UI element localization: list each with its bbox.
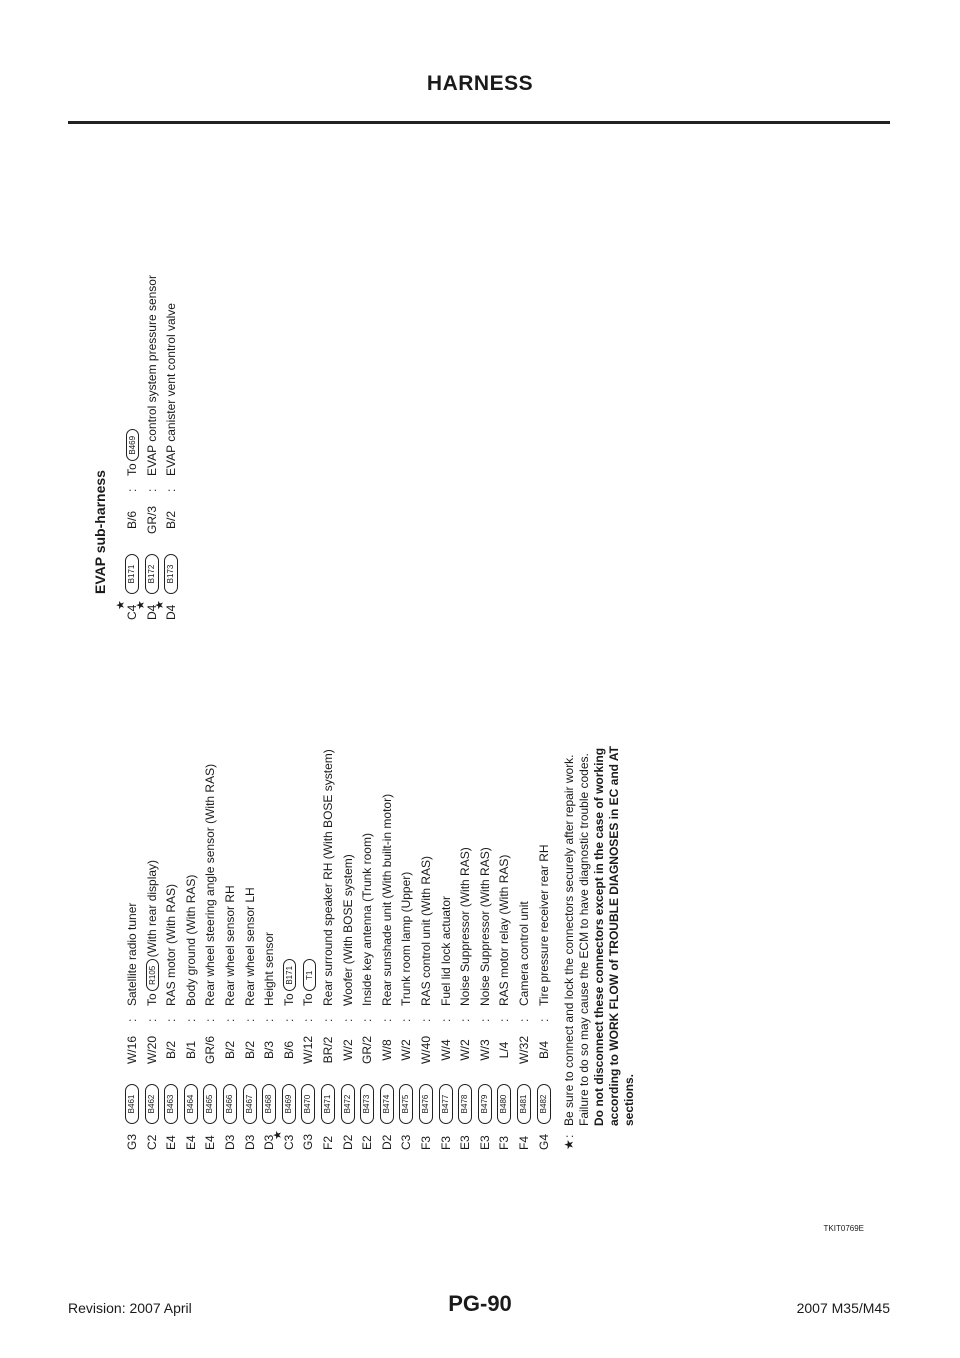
- footer-model: 2007 M35/M45: [796, 1300, 890, 1316]
- linked-connector-badge: B171: [283, 959, 296, 991]
- desc-prefix: To: [144, 993, 159, 1006]
- table-row: [516, 450, 532, 1150]
- wire-spec: W/8: [379, 1039, 394, 1061]
- wire-spec: B/6: [125, 511, 139, 530]
- grid-reference: D4: [144, 604, 159, 620]
- figure-id: TKIT0769E: [823, 1224, 864, 1233]
- connector-description: [300, 957, 316, 1006]
- note-colon: :: [562, 1134, 576, 1138]
- connector-description: RAS motor (With RAS): [164, 883, 179, 1006]
- table-row: [418, 450, 434, 1150]
- wire-spec: W/2: [458, 1039, 473, 1061]
- wire-spec: B/2: [242, 1041, 257, 1060]
- wire-spec: W/3: [477, 1039, 492, 1061]
- grid-reference: F3: [419, 1135, 433, 1150]
- wire-spec: B/4: [536, 1041, 551, 1060]
- connector-description: Camera control unit: [517, 901, 531, 1006]
- linked-connector-badge: B469: [126, 429, 139, 461]
- connector-badge: B464: [184, 1084, 198, 1124]
- connector-badge: B482: [537, 1084, 551, 1124]
- connector-description: Noise Suppressor (With RAS): [458, 847, 473, 1006]
- wire-spec: B/1: [183, 1041, 198, 1060]
- connector-badge: B480: [497, 1084, 511, 1124]
- table-row: [379, 450, 395, 1150]
- table-row: [222, 450, 238, 1150]
- separator: :: [399, 1018, 414, 1022]
- grid-reference: E4: [164, 1135, 179, 1150]
- grid-reference: C3: [399, 1134, 414, 1150]
- wire-spec: W/20: [144, 1036, 159, 1065]
- connector-description: EVAP control system pressure sensor: [144, 275, 159, 476]
- wire-spec: W/12: [301, 1036, 316, 1065]
- grid-reference: D3: [223, 1134, 237, 1150]
- connector-description: Height sensor: [262, 931, 277, 1006]
- table-row: [320, 450, 336, 1150]
- separator: :: [203, 1018, 218, 1022]
- wire-spec: BR/2: [321, 1036, 335, 1064]
- connector-badge: B473: [360, 1084, 374, 1124]
- star-icon: ★: [562, 1139, 576, 1150]
- grid-reference: F4: [517, 1135, 531, 1150]
- note-line-2: Failure to do so may cause the ECM to have diagnostic trouble codes.: [577, 753, 591, 1126]
- separator: :: [379, 1018, 394, 1022]
- table-row: [271, 450, 297, 1150]
- table-row: [398, 450, 414, 1150]
- connector-description: Woofer (With BOSE system): [340, 854, 355, 1006]
- connector-description: Satellite radio tuner: [125, 902, 139, 1006]
- star-icon: ★: [134, 600, 147, 610]
- connector-description: [144, 860, 160, 1006]
- separator: :: [458, 1018, 473, 1022]
- table-row: [457, 450, 473, 1150]
- separator: :: [262, 1018, 277, 1022]
- wire-spec: W/40: [419, 1036, 433, 1065]
- connector-badge: B479: [478, 1084, 492, 1124]
- grid-reference: E3: [458, 1135, 473, 1150]
- connector-badge: B476: [419, 1084, 433, 1124]
- wire-spec: B/2: [223, 1041, 237, 1060]
- grid-reference: E2: [360, 1135, 375, 1150]
- grid-reference: C2: [144, 1134, 159, 1150]
- connector-description: Rear sunshade unit (With built-in motor): [379, 793, 394, 1006]
- grid-reference: D4: [164, 604, 179, 620]
- connector-badge: B471: [321, 1084, 335, 1124]
- connector-badge: B171: [125, 554, 139, 594]
- wire-spec: GR/2: [360, 1036, 375, 1065]
- connector-description: [281, 957, 297, 1006]
- wire-spec: W/2: [340, 1039, 355, 1061]
- table-row: [154, 0, 179, 620]
- connector-badge: B468: [262, 1084, 276, 1124]
- desc-prefix: To: [281, 993, 296, 1006]
- note-line-1: Be sure to connect and lock the connectors securely after repair work.: [562, 754, 576, 1126]
- connector-badge: B477: [439, 1084, 453, 1124]
- connector-description: EVAP canister vent control valve: [164, 303, 179, 476]
- connector-description: Inside key antenna (Trunk room): [360, 833, 375, 1006]
- separator: :: [164, 488, 179, 492]
- connector-description: Fuel lid lock actuator: [438, 895, 453, 1006]
- connector-badge: B478: [458, 1084, 472, 1124]
- grid-reference: D2: [379, 1134, 394, 1150]
- separator: :: [321, 1018, 335, 1022]
- separator: :: [164, 1018, 179, 1022]
- grid-reference: F3: [497, 1135, 512, 1150]
- wire-spec: B/2: [164, 1041, 179, 1060]
- connector-badge: B172: [145, 554, 159, 594]
- grid-reference: D2: [340, 1134, 355, 1150]
- separator: :: [360, 1018, 375, 1022]
- wire-spec: B/6: [281, 1041, 296, 1060]
- note-line-5: sections.: [622, 1073, 636, 1126]
- connector-description: RAS motor relay (With RAS): [497, 854, 512, 1006]
- connector-badge: B467: [243, 1084, 257, 1124]
- wire-spec: W/32: [517, 1036, 531, 1065]
- desc-prefix: To: [125, 463, 139, 476]
- grid-reference: D3: [242, 1134, 257, 1150]
- evap-title: EVAP sub-harness: [92, 470, 108, 594]
- grid-reference: C3: [281, 1134, 296, 1150]
- star-icon: ★: [115, 600, 127, 610]
- grid-reference: F3: [438, 1135, 453, 1150]
- connector-badge: B466: [223, 1084, 237, 1124]
- table-row: [477, 450, 493, 1150]
- connector-badge: B470: [301, 1084, 315, 1124]
- wire-spec: GR/3: [144, 506, 159, 535]
- connector-badge: B465: [203, 1084, 217, 1124]
- table-row: [202, 450, 218, 1150]
- desc-suffix: (With rear display): [144, 859, 159, 958]
- connector-badge: B481: [517, 1084, 531, 1124]
- separator: :: [438, 1018, 453, 1022]
- separator: :: [242, 1018, 257, 1022]
- connector-description: Trunk room lamp (Upper): [399, 871, 414, 1006]
- separator: :: [517, 1018, 531, 1022]
- table-row: [183, 450, 199, 1150]
- connector-badge: B472: [341, 1084, 355, 1124]
- footer-revision: Revision: 2007 April: [68, 1300, 192, 1316]
- connector-badge: B475: [399, 1084, 413, 1124]
- connector-description: Rear wheel steering angle sensor (With RAS): [203, 763, 218, 1006]
- connector-description: Rear wheel sensor LH: [242, 887, 257, 1006]
- separator: :: [144, 488, 159, 492]
- separator: :: [301, 1018, 316, 1022]
- table-row: [340, 450, 356, 1150]
- wire-spec: B/2: [164, 511, 179, 530]
- grid-reference: G3: [301, 1133, 316, 1150]
- star-icon: ★: [271, 1130, 284, 1140]
- connector-description: Rear wheel sensor RH: [223, 885, 237, 1006]
- grid-reference: F2: [321, 1135, 335, 1150]
- connector-description: RAS control unit (With RAS): [419, 855, 433, 1006]
- note-line-4: according to WORK FLOW of TROUBLE DIAGNOSES in EC and AT: [607, 746, 621, 1126]
- separator: :: [144, 1018, 159, 1022]
- table-row: [496, 450, 512, 1150]
- separator: :: [125, 1018, 139, 1022]
- table-row: [438, 450, 454, 1150]
- grid-reference: E4: [203, 1135, 218, 1150]
- connector-badge: B461: [125, 1084, 139, 1124]
- separator: :: [223, 1018, 237, 1022]
- grid-reference: G3: [125, 1133, 139, 1150]
- wire-spec: GR/6: [203, 1036, 218, 1065]
- table-row: [300, 450, 316, 1150]
- separator: :: [536, 1018, 551, 1022]
- linked-connector-badge: R105: [146, 959, 159, 991]
- wire-spec: L/4: [497, 1041, 512, 1059]
- wire-spec: W/16: [125, 1036, 139, 1065]
- footer-page-number: PG-90: [448, 1291, 512, 1316]
- separator: :: [477, 1018, 492, 1022]
- table-row: [536, 450, 552, 1150]
- wire-spec: W/2: [399, 1039, 414, 1061]
- connector-description: [124, 427, 140, 476]
- connector-description: Rear surround speaker RH (With BOSE system): [321, 749, 335, 1006]
- separator: :: [281, 1018, 296, 1022]
- connector-badge: B469: [282, 1084, 296, 1124]
- desc-prefix: To: [301, 993, 316, 1006]
- connector-badge: B462: [145, 1084, 159, 1124]
- separator: :: [340, 1018, 355, 1022]
- table-row: [242, 450, 258, 1150]
- grid-reference: E3: [477, 1135, 492, 1150]
- connector-badge: B173: [164, 554, 178, 594]
- grid-reference: G4: [536, 1133, 551, 1150]
- rotated-content: [92, 150, 810, 1150]
- table-row: [115, 0, 140, 620]
- separator: :: [125, 488, 139, 492]
- wire-spec: W/4: [438, 1039, 453, 1061]
- star-icon: ★: [154, 600, 167, 610]
- connector-badge: B474: [380, 1084, 394, 1124]
- connector-badge: B463: [164, 1084, 178, 1124]
- table-row: [134, 0, 160, 620]
- connector-description: Tire pressure receiver rear RH: [536, 844, 551, 1006]
- separator: :: [419, 1018, 433, 1022]
- grid-reference: D3: [262, 1134, 277, 1150]
- note-line-3: Do not disconnect these connectors except in the case of working: [592, 747, 606, 1126]
- connector-description: Body ground (With RAS): [183, 874, 198, 1006]
- separator: :: [497, 1018, 512, 1022]
- connector-description: Noise Suppressor (With RAS): [477, 847, 492, 1006]
- page-title: HARNESS: [426, 72, 534, 95]
- separator: :: [183, 1018, 198, 1022]
- wire-spec: B/3: [262, 1041, 277, 1060]
- grid-reference: E4: [183, 1135, 198, 1150]
- table-row: [359, 450, 375, 1150]
- grid-reference: C4: [125, 604, 139, 620]
- table-row: [261, 450, 277, 1150]
- linked-connector-badge: T1: [303, 959, 316, 991]
- header-divider: [68, 121, 890, 124]
